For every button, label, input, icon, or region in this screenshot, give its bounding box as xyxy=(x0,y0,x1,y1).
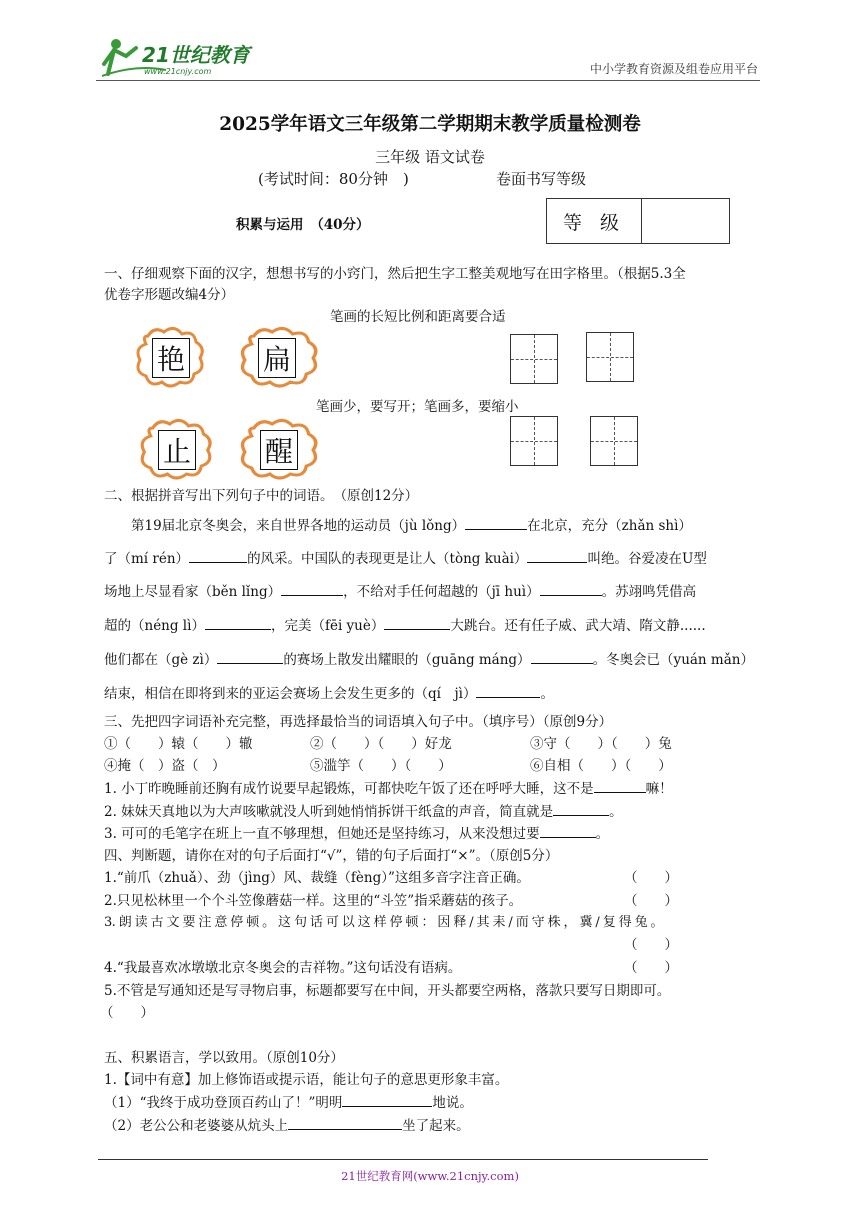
q4-item-3: 3. 朗 读 古 文 要 注 意 停 顿 。 这 句 话 可 以 这 样 停 顿 ： 因 释 / 其 耒 / 而 守 株 ， 冀 / 复 得 兔 。 xyxy=(104,915,663,930)
q5-sub-1: 1.【词中有意】加上修饰语或提示语，能让句子的意思更形象丰富。 xyxy=(104,1072,509,1088)
char-flower xyxy=(134,326,206,390)
tip-1: 笔画的长短比例和距离要合适 xyxy=(330,309,506,325)
char-flower xyxy=(238,418,310,482)
q2-line-1: 第19届北京冬奥会，来自世界各地的运动员（jù lǒng） 在北京，充分（zhǎn shì） xyxy=(104,514,692,534)
q4-heading: 四、判断题，请你在对的句子后面打“√”，错的句子后面打“×”。（原创5分） xyxy=(104,848,559,864)
q2-line-6: 结束，相信在即将到来的亚运会赛场上会发生更多的（qí jì） 。 xyxy=(104,682,554,702)
idiom-4: ④掩（ ）盗（ ） xyxy=(104,758,226,774)
q1-prompt-1: 一、仔细观察下面的汉字，想想书写的小窍门，然后把生字工整美观地写在田字格里。（根据5.3全 xyxy=(104,266,686,282)
q4-answer-bracket[interactable]: （ ） xyxy=(624,870,678,886)
q2-line-3: 场地上尽显看家（běn lǐng） ，不给对手任何超越的（jī huì） 。苏翊鸣凭借高 xyxy=(104,580,696,600)
tianzige-box[interactable] xyxy=(510,334,558,384)
section-heading: 积累与运用 （40分） xyxy=(236,217,370,233)
q4-answer-bracket[interactable]: （ ） xyxy=(624,960,678,976)
q1-prompt-2: 优卷字形题改编4分） xyxy=(104,287,235,303)
answer-blank[interactable] xyxy=(288,1115,402,1130)
q3-sentence-2: 2. 妹妹天真地以为大声咳嗽就没人听到她悄悄拆饼干纸盒的声音，简直就是 。 xyxy=(104,800,623,820)
idiom-6: ⑥自相（ ）（ ） xyxy=(530,758,672,774)
header-divider xyxy=(96,80,760,81)
q3-heading: 三、先把四字词语补充完整，再选择最恰当的词语填入句子中。（填序号）（原创9分） xyxy=(104,714,613,730)
char-flower xyxy=(238,326,310,390)
answer-blank[interactable] xyxy=(465,515,527,530)
answer-blank[interactable] xyxy=(540,823,596,838)
q2-line-5: 他们都在（gè zì） 的赛场上散发出耀眼的（guāng máng） 。冬奥会已（yuán mǎn） xyxy=(104,648,754,668)
platform-name: 中小学教育资源及组卷应用平台 xyxy=(589,62,758,76)
q4-answer-bracket[interactable]: （ ） xyxy=(100,1005,154,1021)
char-yan: 艳 xyxy=(152,338,190,378)
tianzige-box[interactable] xyxy=(590,416,638,466)
q4-answer-bracket[interactable]: （ ） xyxy=(624,937,678,953)
answer-blank[interactable] xyxy=(281,581,343,596)
char-zhi: 止 xyxy=(158,430,196,470)
exam-title: 2025学年语文三年级第二学期期末教学质量检测卷 xyxy=(219,114,641,135)
tianzige-box[interactable] xyxy=(586,332,634,382)
answer-blank[interactable] xyxy=(527,548,587,563)
idiom-1: ①（ ）辕（ ）辙 xyxy=(104,736,253,752)
answer-blank[interactable] xyxy=(476,683,540,698)
grade-label: 等 级 xyxy=(547,199,642,243)
exam-time: (考试时间：80分钟 ) xyxy=(258,170,409,188)
answer-blank[interactable] xyxy=(384,615,450,630)
q5-line-2: （2）老公公和老婆婆从炕头上 坐了起来。 xyxy=(104,1114,470,1134)
answer-blank[interactable] xyxy=(553,801,609,816)
answer-blank[interactable] xyxy=(189,548,247,563)
tianzige-box[interactable] xyxy=(510,416,558,466)
tip-2: 笔画少，要写开；笔画多，要缩小 xyxy=(316,399,519,415)
q4-item-4: 4.“我最喜欢冰墩墩北京冬奥会的吉祥物。”这句话没有语病。 xyxy=(104,960,462,976)
char-xing: 醒 xyxy=(260,430,298,470)
footer-link[interactable]: 21世纪教育网(www.21cnjy.com) xyxy=(341,1169,519,1183)
grade-box xyxy=(546,198,730,244)
answer-blank[interactable] xyxy=(531,649,593,664)
logo xyxy=(96,34,266,80)
answer-blank[interactable] xyxy=(205,615,271,630)
answer-blank[interactable] xyxy=(594,778,646,793)
logo-url: www.21cnjy.com xyxy=(144,67,212,76)
answer-blank[interactable] xyxy=(342,1092,432,1107)
answer-blank[interactable] xyxy=(540,581,602,596)
exam-subtitle: 三年级 语文试卷 xyxy=(375,148,485,166)
char-flower xyxy=(138,418,210,482)
idiom-3: ③守（ ）（ ）兔 xyxy=(530,736,672,752)
q4-item-5: 5.不管是写通知还是写寻物启事，标题都要写在中间，开头都要空两格，落款只要写日期即可。 xyxy=(104,983,671,999)
q3-sentence-3: 3. 可可的毛笔字在班上一直不够理想，但她还是坚持练习，从来没想过要 。 xyxy=(104,822,609,842)
handwriting-grade: 卷面书写等级 xyxy=(496,170,587,188)
q2-line-2: 了（mí rén） 的风采。中国队的表现更是让人（tòng kuài） 叫绝。谷爱凌在U型 xyxy=(104,547,707,567)
q3-sentence-1: 1. 小丁昨晚睡前还胸有成竹说要早起锻炼，可都快吃午饭了还在呼呼大睡，这不是 嘛！ xyxy=(104,777,673,797)
char-bian: 扁 xyxy=(258,338,296,378)
logo-text: 21世纪教育 xyxy=(142,43,250,67)
q5-heading: 五、积累语言，学以致用。（原创10分） xyxy=(104,1050,344,1066)
q5-line-1: （1）“我终于成功登顶百药山了！”明明 地说。 xyxy=(104,1091,473,1111)
q4-answer-bracket[interactable]: （ ） xyxy=(624,893,678,909)
q2-heading: 二、根据拼音写出下列句子中的词语。 （原创12分） xyxy=(104,488,419,504)
idiom-5: ⑤滥竽（ ）（ ） xyxy=(310,758,452,774)
q4-item-1: 1.“前爪（zhuǎ）、劲（jìng）风、裁缝（fèng）”这组多音字注音正确。 xyxy=(104,870,530,886)
q4-item-2: 2.只见松林里一个个斗笠像蘑菇一样。这里的“斗笠”指采蘑菇的孩子。 xyxy=(104,893,523,909)
q2-line-4: 超的（néng lì） ，完美（fēi yuè） 大跳台。还有任子威、武大靖、隋文静...... xyxy=(104,614,706,634)
footer-divider xyxy=(98,1159,708,1160)
idiom-2: ②（ ）（ ）好龙 xyxy=(310,736,452,752)
answer-blank[interactable] xyxy=(217,649,283,664)
